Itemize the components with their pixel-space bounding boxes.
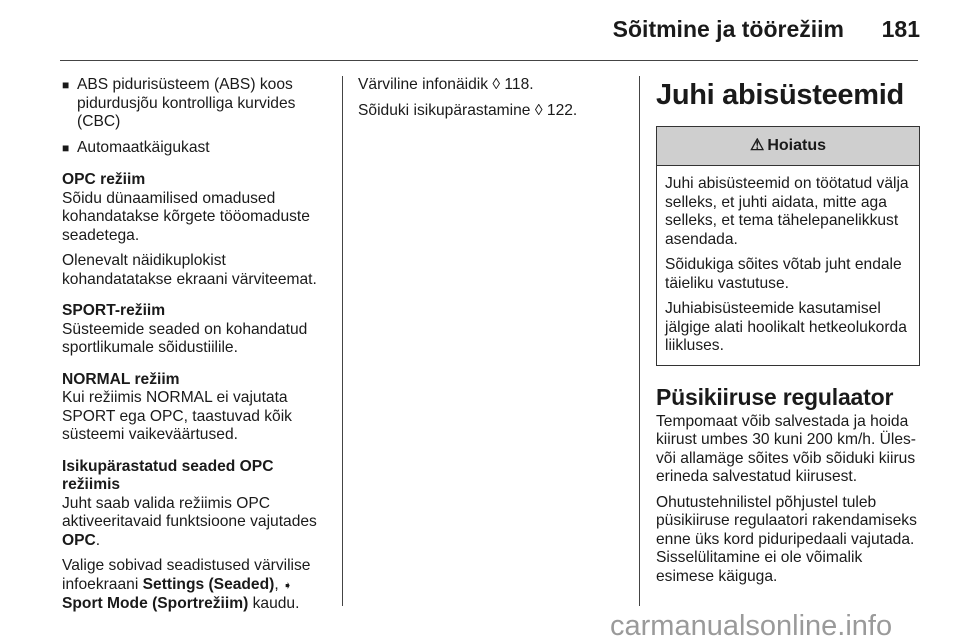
list-item-text: Automaatkäigukast xyxy=(77,138,210,156)
menu-label-settings: Settings (Seaded) xyxy=(142,575,275,593)
warning-title: Hoiatus xyxy=(767,136,826,154)
cross-reference xyxy=(358,76,626,95)
reference-text: Sõiduki isikupärastamine xyxy=(358,101,535,119)
paragraph: Kui režiimis NORMAL ei vajutata SPORT ega OPC, taastuvad kõik süsteemi vaikeväärtused. xyxy=(62,389,292,443)
warning-body xyxy=(657,166,919,365)
paragraph: Sisselülitamine ei ole võimalik esimese käiguga. xyxy=(656,549,863,585)
chapter-heading: Juhi abisüsteemid xyxy=(656,79,904,111)
paragraph: Juhi abisüsteemid on töötatud välja selleks, et juhti aidata, mitte aga selleks, et tema tähelepanelikkust asendada. xyxy=(665,175,909,248)
paragraph: Sõidukiga sõites võtab juht endale täieliku vastutuse. xyxy=(665,256,902,292)
page-header-title: Sõitmine ja töörežiim xyxy=(612,16,844,42)
paragraph-text: Juht saab valida režiimis OPC aktiveeritavaid funktsioone vajutades xyxy=(62,494,317,530)
section-heading-normal: NORMAL režiim xyxy=(62,370,180,388)
column-divider-2 xyxy=(639,76,640,606)
bullet-icon: ■ xyxy=(62,78,70,92)
warning-triangle-icon: ⚠ xyxy=(749,136,765,154)
column-divider-1 xyxy=(342,76,343,606)
reference-text: Värviline infonäidik xyxy=(358,76,493,93)
paragraph: Sõidu dünaamilised omadused kohandatakse kõrgete tööomaduste seadetega. xyxy=(62,189,310,244)
section-heading-sport: SPORT-režiim xyxy=(62,302,166,319)
section-heading-opc: OPC režiim xyxy=(62,171,146,188)
paragraph: Süsteemide seaded on kohandatud sportlikumale sõidustiilile. xyxy=(62,320,308,356)
reference-page: 122. xyxy=(546,101,578,119)
page-reference-icon: ◊ xyxy=(492,76,501,93)
list-item-text: ABS pidurisüsteem (ABS) koos pidurdusjõu kontrolliga kurvides (CBC) xyxy=(77,76,296,130)
page-reference-icon: ◊ xyxy=(534,101,543,119)
list-item xyxy=(62,139,330,158)
warning-header xyxy=(657,127,919,166)
header-divider xyxy=(60,60,918,61)
paragraph-text: kaudu. xyxy=(248,595,300,612)
reference-page: 118. xyxy=(504,76,534,93)
menu-label-sport-mode: Sport Mode (Sportrežiim) xyxy=(62,595,249,612)
column-2 xyxy=(358,76,626,127)
paragraph: Olenevalt näidikuplokist kohandatatakse ekraani värviteemat. xyxy=(62,252,317,288)
column-3 xyxy=(656,76,920,593)
column-1 xyxy=(62,76,330,621)
section-heading-custom: Isikupärastatud seaded OPC režiimis xyxy=(62,457,274,493)
cross-reference xyxy=(358,102,626,121)
paragraph xyxy=(62,557,330,614)
section-heading-cruise: Püsikiiruse regulaator xyxy=(656,383,894,410)
page-number: 181 xyxy=(881,16,920,42)
paragraph: Juhiabisüsteemide kasutamisel jälgige alati hoolikalt hetkeolukorda liikluses. xyxy=(665,300,907,354)
list-item xyxy=(62,76,330,132)
paragraph: Ohutustehnilistel põhjustel tuleb püsikiiruse regulaatori rakendamiseks enne üks kord piduripedaali vajutada. xyxy=(656,493,917,548)
warning-box xyxy=(656,126,920,366)
paragraph-text: Valige sobivad seadistused värvilise infoekraani xyxy=(62,557,311,593)
opc-button-label: OPC xyxy=(62,531,96,549)
paragraph: Tempomaat võib salvestada ja hoida kiirust umbes 30 kuni 200 km/h. Üles- või allamäge sõites võib sõiduki kiirus erineda salvestatud kiirusest. xyxy=(656,412,916,485)
bullet-icon: ■ xyxy=(62,140,70,155)
watermark: carmanualsonline.info xyxy=(610,610,893,642)
arrow-right-icon: ➧ xyxy=(283,579,293,592)
paragraph-text: , xyxy=(274,575,283,593)
paragraph xyxy=(62,495,330,551)
paragraph-text: . xyxy=(95,531,101,549)
